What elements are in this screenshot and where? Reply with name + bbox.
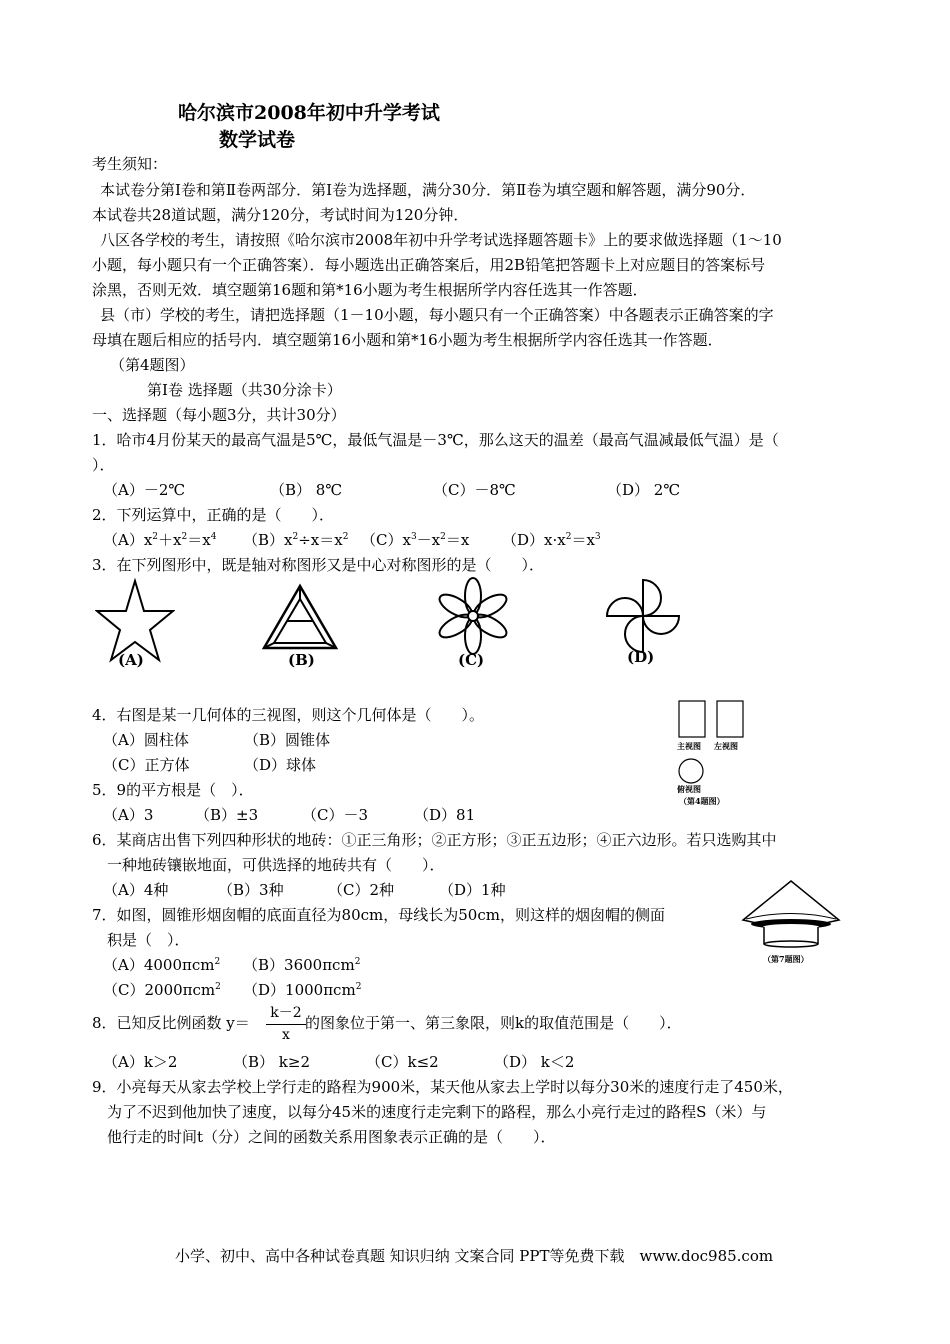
question-stem: 1．哈市4月份某天的最高气温是5℃，最低气温是－3℃，那么这天的温差（最高气温减最低气温）是（ (92, 431, 779, 449)
figure-pinwheel (603, 576, 683, 656)
exam-subtitle: 数学试卷 (219, 129, 296, 151)
figure-flower (433, 576, 513, 656)
notice-text: 八区各学校的考生，请按照《哈尔滨市2008年初中升学考试选择题答题卡》上的要求做选择题（1～10 (100, 231, 782, 249)
option-c: （C）2种 (328, 881, 395, 899)
option-c: $(C)x^3-x^2=x$ (361, 531, 470, 549)
notice-text: 本试卷分第Ⅰ卷和第Ⅱ卷两部分．第Ⅰ卷为选择题，满分30分．第Ⅱ卷为填空题和解答题，满分90分． (100, 181, 756, 199)
question-stem: 3．在下列图形中，既是轴对称图形又是中心对称图形的是（ ）． (92, 556, 545, 574)
option-a: （A）k＞2 (103, 1053, 178, 1071)
option-a: （A）4000πcm$^2$ (103, 956, 221, 974)
option-c: （C）2000πcm$^2$ (103, 981, 221, 999)
notice-text: 涂黑，否则无效．填空题第16题和第*16小题为考生根据所学内容任选其一作答题． (92, 281, 648, 299)
figure-label-c: (C) (458, 651, 485, 669)
figure-caption: （第7题图） (763, 954, 809, 964)
option-a: （A）4种 (103, 881, 169, 899)
notice-heading: 考生须知： (92, 155, 168, 173)
figure-label-b: (B) (288, 651, 315, 669)
front-view-label: 主视图 (677, 741, 701, 751)
option-d: （D） k＜2 (494, 1053, 575, 1071)
option-b: （B） 8℃ (270, 481, 343, 499)
option-c: （C）－8℃ (433, 481, 516, 499)
question-stem: 他行走的时间t（分）之间的函数关系用图象表示正确的是（ ）． (107, 1128, 556, 1146)
fraction-bar (266, 1024, 306, 1025)
question-stem: 为了不迟到他加快了速度，以每分45米的速度行走完剩下的路程，那么小亮行走过的路程S（米）与 (107, 1103, 767, 1121)
fraction-denominator: x (282, 1027, 290, 1043)
question-stem: ）． (92, 456, 115, 474)
fraction (266, 1002, 306, 1043)
option-d: （D）1000πcm$^2$ (243, 981, 362, 999)
question-stem: 9．小亮每天从家去学校上学行走的路程为900米，某天他从家去上学时以每分30米的速度行走了450米， (92, 1078, 793, 1096)
figure-label-a: (A) (118, 651, 144, 669)
question-stem: 4．右图是某一几何体的三视图，则这个几何体是（ ）。 (92, 706, 485, 724)
figure-interlocking (260, 583, 340, 653)
option-d: $(D)x\cdot x^2=x^3$ (502, 531, 601, 549)
footer-text: 小学、初中、高中各种试卷真题 知识归纳 文案合同 PPT等免费下载 www.doc985.com (175, 1247, 774, 1265)
exam-title: 哈尔滨市2008年初中升学考试 (178, 102, 440, 124)
option-d: （D） 2℃ (607, 481, 681, 499)
part-heading: 第Ⅰ卷 选择题（共30分涂卡） (147, 381, 342, 399)
option-b: $(B)x^2\div x=x^2$ (243, 531, 349, 549)
option-d: （D）球体 (244, 756, 317, 774)
option-b: （B） k≥2 (233, 1053, 310, 1071)
question-stem: 2．下列运算中，正确的是（ ）． (92, 506, 335, 524)
question-stem: 5．9的平方根是（ ）． (92, 781, 254, 799)
left-view-label: 左视图 (714, 741, 738, 751)
option-c: （C）正方体 (103, 756, 190, 774)
option-a: $(A)x^2+x^2=x^4$ (103, 531, 217, 549)
top-view-label: 俯视图 (677, 784, 701, 794)
option-d: （D）81 (414, 806, 476, 824)
option-b: （B）±3 (195, 806, 259, 824)
option-a: （A）3 (103, 806, 154, 824)
question-stem: 一种地砖镶嵌地面，可供选择的地砖共有（ ）． (107, 856, 445, 874)
option-b: （B）圆锥体 (244, 731, 331, 749)
section-heading: 一、选择题（每小题3分，共计30分） (92, 406, 346, 424)
figure-reference: （第4题图） (110, 356, 195, 374)
option-a: （A）－2℃ (103, 481, 186, 499)
question-stem: 的图象位于第一、第三象限，则k的取值范围是（ ）． (305, 1014, 682, 1032)
option-a: （A）圆柱体 (103, 731, 189, 749)
chimney-cap-figure (736, 878, 846, 950)
figure-caption: （第4题图） (679, 796, 725, 806)
question-stem: 6．某商店出售下列四种形状的地砖：①正三角形；②正方形；③正五边形；④正六边形。若只选购其中 (92, 831, 777, 849)
option-d: （D）1种 (439, 881, 506, 899)
question-stem: 积是（ ）． (107, 931, 190, 949)
option-c: （C）k≤2 (366, 1053, 439, 1071)
figure-label-d: (D) (627, 648, 655, 666)
option-b: （B）3600πcm$^2$ (243, 956, 361, 974)
notice-text: 小题，每小题只有一个正确答案）．每小题选出正确答案后，用2B铅笔把答题卡上对应题目的答案标号 (92, 256, 766, 274)
question-stem: 7．如图，圆锥形烟囱帽的底面直径为80cm，母线长为50cm，则这样的烟囱帽的侧面 (92, 906, 665, 924)
notice-text: 本试卷共28道试题，满分120分，考试时间为120分钟． (92, 206, 469, 224)
question-stem: 8．已知反比例函数 y＝ (92, 1014, 250, 1032)
option-b: （B）3种 (218, 881, 284, 899)
notice-text: 母填在题后相应的括号内．填空题第16小题和第*16小题为考生根据所学内容任选其一作答题． (92, 331, 723, 349)
notice-text: 县（市）学校的考生，请把选择题（1－10小题，每小题只有一个正确答案）中各题表示正确答案的字 (100, 306, 774, 324)
option-c: （C）－3 (302, 806, 369, 824)
fraction-numerator: k－2 (270, 1005, 302, 1021)
